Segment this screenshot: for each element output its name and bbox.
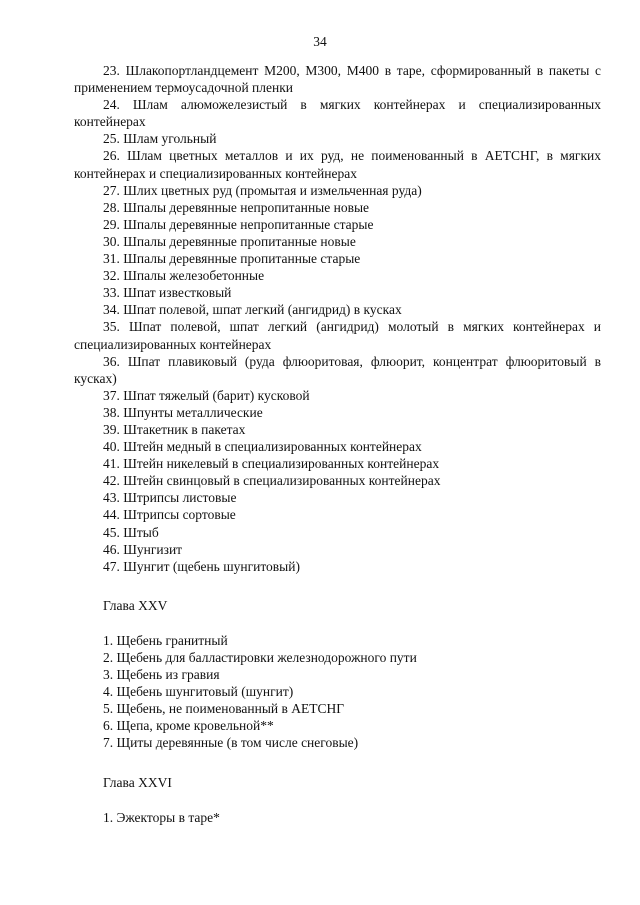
list-item: 26. Шлам цветных металлов и их руд, не поименованный в АЕТСНГ, в мягких контейнерах и специализированных контейнерах — [74, 148, 601, 181]
list-item: 4. Щебень шунгитовый (шунгит) — [103, 684, 294, 700]
list-item: 39. Штакетник в пакетах — [103, 421, 246, 437]
list-item: 6. Щепа, кроме кровельной** — [103, 718, 274, 734]
list-item: 41. Штейн никелевый в специализированных контейнерах — [103, 456, 440, 472]
list-item: 31. Шпалы деревянные пропитанные старые — [103, 251, 361, 267]
list-item: 28. Шпалы деревянные непропитанные новые — [103, 199, 370, 215]
chapter-xxv-list — [74, 632, 601, 752]
list-item: 40. Штейн медный в специализированных контейнерах — [103, 439, 422, 455]
list-item: 47. Шунгит (щебень шунгитовый) — [103, 558, 300, 574]
list-item: 23. Шлакопортландцемент М200, М300, М400 в таре, сформированный в пакеты с применением термоусадочной пленки — [74, 63, 601, 96]
chapter-heading-xxv: Глава XXV — [103, 597, 168, 613]
list-item: 24. Шлам алюможелезистый в мягких контейнерах и специализированных контейнерах — [74, 97, 601, 130]
list-item: 36. Шпат плавиковый (руда флюоритовая, флюорит, концентрат флюоритовый в кусках) — [74, 353, 601, 386]
list-item: 1. Эжекторы в таре* — [103, 809, 220, 825]
list-item: 2. Щебень для балластировки железнодорожного пути — [103, 650, 417, 665]
list-item: 44. Штрипсы сортовые — [103, 507, 236, 523]
chapter-xxvi-list — [74, 809, 601, 826]
document-body — [74, 62, 601, 826]
list-item: 3. Щебень из гравия — [103, 667, 220, 683]
list-item: 1. Щебень гранитный — [103, 632, 228, 648]
list-item: 27. Шлих цветных руд (промытая и измельченная руда) — [103, 182, 422, 198]
list-item: 5. Щебень, не поименованный в АЕТСНГ — [103, 701, 345, 717]
list-item: 37. Шпат тяжелый (барит) кусковой — [103, 387, 310, 403]
list-item: 46. Шунгизит — [103, 541, 183, 557]
list-item: 33. Шпат известковый — [103, 285, 232, 301]
list-item: 34. Шпат полевой, шпат легкий (ангидрид) в кусках — [103, 302, 402, 318]
list-item: 32. Шпалы железобетонные — [103, 268, 265, 284]
list-item: 38. Шпунты металлические — [103, 404, 263, 420]
list-item: 35. Шпат полевой, шпат легкий (ангидрид) молотый в мягких контейнерах и специализированных контейнерах — [74, 319, 601, 352]
list-item: 42. Штейн свинцовый в специализированных контейнерах — [103, 473, 441, 489]
cargo-list-continued — [74, 62, 601, 575]
list-item: 43. Штрипсы листовые — [103, 490, 237, 506]
list-item: 29. Шпалы деревянные непропитанные старые — [103, 216, 374, 232]
list-item: 45. Штыб — [103, 524, 159, 540]
chapter-heading-xxvi: Глава XXVI — [103, 774, 172, 790]
page-number: 34 — [313, 34, 327, 49]
list-item: 25. Шлам угольный — [103, 131, 217, 147]
list-item: 7. Щиты деревянные (в том числе снеговые) — [103, 735, 359, 751]
list-item: 30. Шпалы деревянные пропитанные новые — [103, 233, 356, 249]
